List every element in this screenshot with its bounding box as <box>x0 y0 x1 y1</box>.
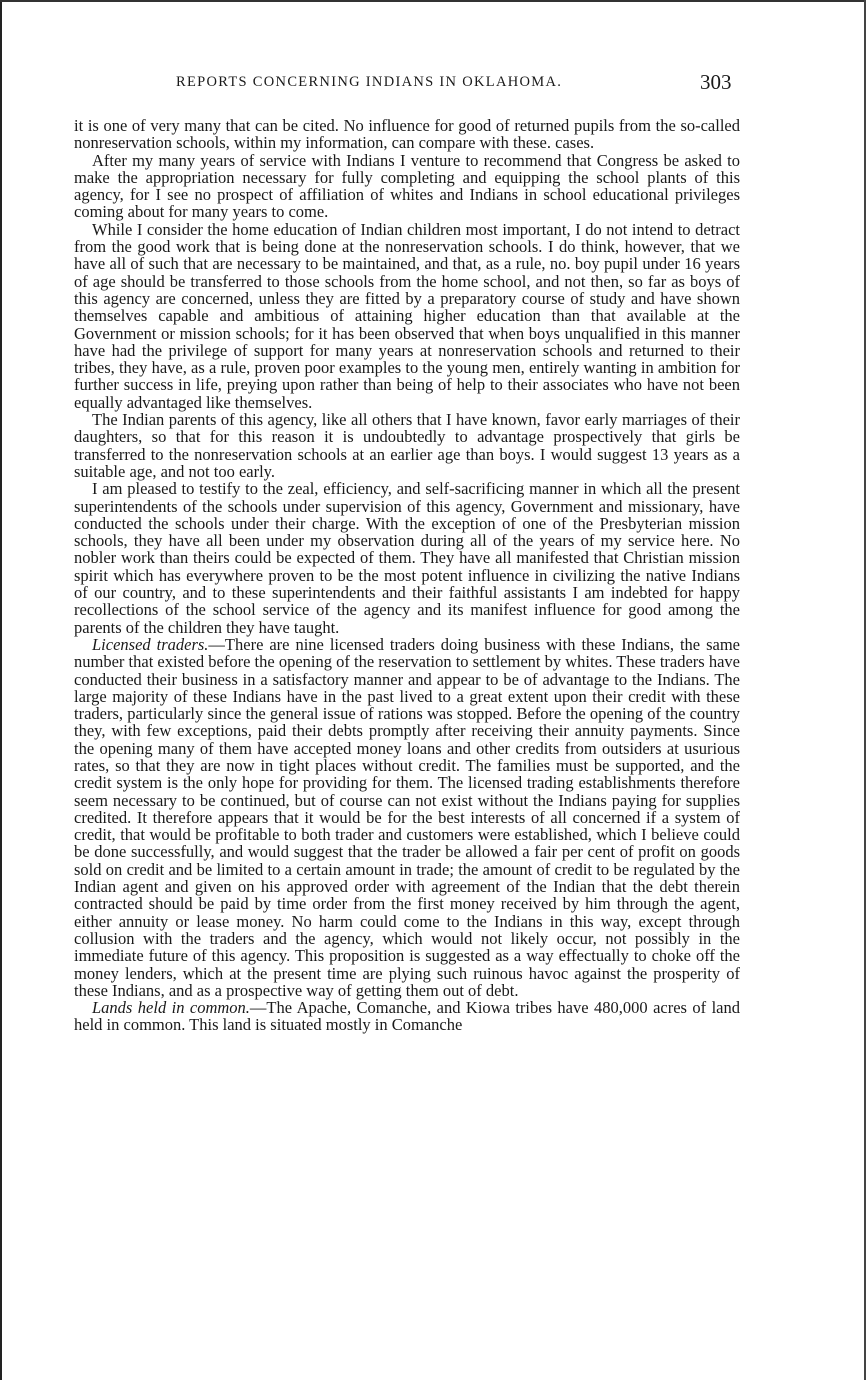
paragraph-continuation: it is one of very many that can be cited. No influence for good of returned pupils from the so-called nonreservation schools, within my information, can compare with these. cases. <box>74 116 740 153</box>
paragraph-early-marriages: The Indian parents of this agency, like all others that I have known, favor early marriages of their daughters, so that for this reason it is undoubtedly to advantage prospectively that girls be transferred to the nonreservation schools at an earlier age than boys. I would suggest 13 years as a suitable age, and not too early. <box>74 410 740 481</box>
licensed-traders-heading: Licensed traders. <box>92 634 209 654</box>
body-text <box>74 117 740 1034</box>
scan-edge-top <box>0 0 866 2</box>
scan-edge-left <box>0 0 2 1380</box>
lands-held-heading: Lands held in common. <box>92 998 250 1018</box>
running-header: REPORTS CONCERNING INDIANS IN OKLAHOMA. <box>176 74 563 90</box>
paragraph-home-education: While I consider the home education of Indian children most important, I do not intend to detract from the good work that is being done at the nonreservation schools. I do think, however, that we have all of such that are necessary to be maintained, and that, as a rule, no. boy pupil under 16 years of age should be transferred to those schools from the home school, and not then, so far as boys of this agency are concerned, unless they are fitted by a preparatory course of study and have shown themselves capable and ambitious of attaining higher education than that available at the Government or mission schools; for it has been observed that when boys unqualified in this manner have had the privilege of support for many years at nonreservation schools and returned to their tribes, they have, as a rule, proven poor examples to the young men, entirely wanting in ambition for further success in life, preying upon rather than being of help to their associates who have not been equally advantaged like themselves. <box>74 219 740 412</box>
paragraph-appropriation: After my many years of service with Indians I venture to recommend that Congress be asked to make the appropriation necessary for fully completing and equipping the school plants of this agency, for I see no prospect of affiliation of whites and Indians in school educational privileges coming about for many years to come. <box>74 150 740 222</box>
paragraph-superintendents: I am pleased to testify to the zeal, efficiency, and self-sacrificing manner in which all the present superintendents of the schools under supervision of this agency, Government and missionary, have conducted the schools under their charge. With the exception of one of the Presbyterian mission schools, they have all been under my observation during all of the years of my service here. No nobler work than theirs could be expected of them. They have all manifested that Christian mission spirit which has everywhere proven to be the most potent influence in civilizing the native Indians of our country, and to these superintendents and their faithful assistants I am indebted for happy recollections of the school service of the agency and its manifest influence for good among the parents of the children they have taught. <box>74 479 740 637</box>
lands-held-text: —The Apache, Comanche, and Kiowa tribes have 480,000 acres of land held in common. This land is situated mostly in Comanche <box>74 998 740 1035</box>
paragraph-licensed-traders <box>74 636 740 999</box>
page-number: 303 <box>700 70 732 94</box>
licensed-traders-text: —There are nine licensed traders doing business with these Indians, the same number that existed before the opening of the reservation to settlement by whites. These traders have conducted their business in a satisfactory manner and appear to be of advantage to the Indians. The large majority of these Indians have in the past lived to a great extent upon their credit with these traders, particularly since the general issue of rations was stopped. Before the opening of the country they, with few exceptions, paid their debts promptly after receiving their annuity payments. Since the opening many of them have accepted money loans and other credits from outsiders at usurious rates, so that they are now in tight places without credit. The families must be supported, and the credit system is the only hope for providing for them. The licensed trading establishments therefore seem necessary to be continued, but of course can not exist without the Indians paying for supplies credited. It therefore appears that it would be for the best interests of all concerned if a system of credit, that would be profitable to both trader and customers were established, which I believe could be done successfully, and would suggest that the trader be allowed a fair per cent of profit on goods sold on credit and be limited to a certain amount in trade; the amount of credit to be regulated by the Indian agent and given on his approved order with agreement of the Indian that the debt therein contracted should be paid by time order from the first money received by him through the agent, either annuity or lease money. No harm could come to the Indians in this way, except through collusion with the traders and the agency, which would not likely occur, not possibly in the immediate future of this agency. This proposition is suggested as a way effectually to choke off the money lenders, which at the present time are plying such ruinous havoc against the prosperity of these Indians, and as a prospective way of getting them out of debt. <box>74 634 740 1000</box>
paragraph-lands-held-in-common <box>74 999 740 1034</box>
